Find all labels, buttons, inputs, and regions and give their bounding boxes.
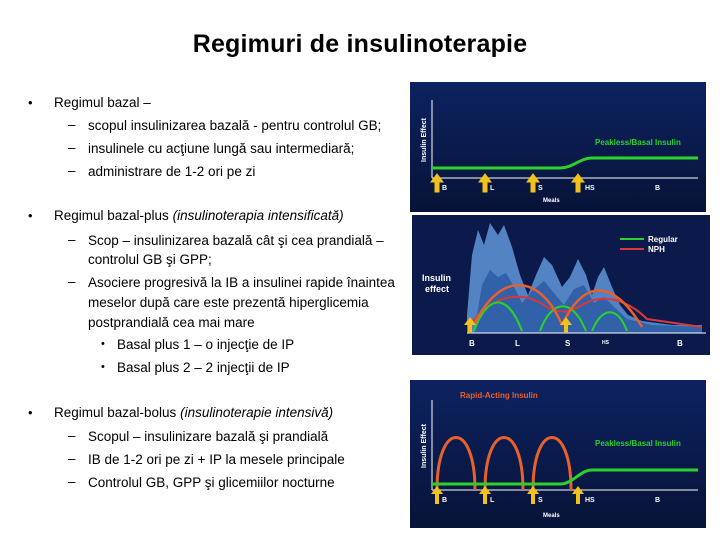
sub-bullet: • bbox=[101, 338, 105, 350]
meal-label: B bbox=[655, 497, 661, 504]
section-2-item-1-cont: controlul GB şi GPP; bbox=[88, 252, 212, 267]
meal-label: B bbox=[469, 339, 475, 348]
section-2-item-2: Asociere progresivă la IB a insulinei rapide înaintea bbox=[88, 275, 395, 290]
section-2-sub-item-2: Basal plus 2 – 2 injecţii de IP bbox=[117, 360, 290, 375]
section-3-item-1: Scopul – insulinizare bazală şi prandială bbox=[88, 429, 329, 444]
section-2-item-2-cont: meselor după care este prezentă hiperglicemia bbox=[88, 295, 369, 310]
dash: – bbox=[68, 140, 76, 155]
y-axis-label: Insulin Effect bbox=[421, 424, 428, 468]
y-axis-label: Insulin Effect bbox=[421, 118, 428, 162]
dash: – bbox=[68, 428, 76, 443]
meal-label: B bbox=[655, 185, 661, 192]
section-2-item-1: Scop – insulinizarea bazală cât şi cea prandială – bbox=[88, 233, 384, 248]
meal-label: S bbox=[538, 497, 543, 504]
dash: – bbox=[68, 163, 76, 178]
curve-label: Peakless/Basal Insulin bbox=[595, 138, 681, 147]
curve-label: Peakless/Basal Insulin bbox=[595, 439, 681, 448]
dash: – bbox=[68, 274, 76, 289]
meal-label: B bbox=[442, 497, 448, 504]
meal-label: B bbox=[677, 339, 683, 348]
meal-label: L bbox=[490, 185, 495, 192]
section-3-item-3: Controlul GB, GPP şi glicemiilor nocturne bbox=[88, 475, 335, 490]
bullet-1: • bbox=[28, 95, 33, 110]
rapid-label: Rapid-Acting Insulin bbox=[460, 391, 538, 400]
meal-label: L bbox=[490, 497, 495, 504]
section-1-item-1: scopul insulinizarea bazală - pentru controlul GB; bbox=[88, 118, 382, 133]
meal-label: L bbox=[515, 339, 520, 348]
bullet-3: • bbox=[28, 405, 33, 420]
bullet-2: • bbox=[28, 208, 33, 223]
y-axis-label-line-1: Insulin bbox=[422, 273, 451, 283]
dash: – bbox=[68, 117, 76, 132]
meal-label: HS bbox=[602, 340, 609, 346]
section-3-heading-italic: (insulinoterapie intensivă) bbox=[180, 405, 334, 420]
legend-nph-label: NPH bbox=[648, 245, 665, 254]
basal-bolus-graph bbox=[410, 380, 706, 528]
meal-label: S bbox=[538, 185, 543, 192]
graph-background bbox=[410, 380, 706, 528]
section-3-item-2: IB de 1-2 ori pe zi + IP la mesele principale bbox=[88, 452, 345, 467]
section-3-heading-line bbox=[54, 404, 333, 421]
section-2-heading-italic: (insulinoterapia intensificată) bbox=[172, 208, 344, 223]
section-2-heading: Regimul bazal-plus bbox=[54, 208, 169, 223]
dash: – bbox=[68, 451, 76, 466]
section-1-item-3: administrare de 1-2 ori pe zi bbox=[88, 164, 256, 179]
section-2-sub-item-1: Basal plus 1 – o injecţie de IP bbox=[117, 337, 295, 352]
section-2-heading-line bbox=[54, 207, 344, 224]
sub-bullet: • bbox=[101, 361, 105, 373]
meal-label: S bbox=[565, 339, 571, 348]
dash: – bbox=[68, 232, 76, 247]
section-1-heading: Regimul bazal – bbox=[54, 95, 151, 110]
basal-regimen-graph bbox=[410, 82, 706, 212]
meal-label: B bbox=[442, 185, 448, 192]
x-axis-label: Meals bbox=[543, 513, 560, 519]
dash: – bbox=[68, 474, 76, 489]
section-2-item-2-cont2: postprandială cea mai mare bbox=[88, 315, 255, 330]
section-1-item-2: insulinele cu acţiune lungă sau intermediară; bbox=[88, 141, 355, 156]
meal-label: HS bbox=[585, 185, 595, 192]
basal-plus-graph bbox=[412, 215, 710, 355]
meal-label: HS bbox=[585, 497, 595, 504]
graph-background bbox=[410, 82, 706, 212]
slide-title: Regimuri de insulinoterapie bbox=[192, 30, 528, 58]
y-axis-label-line-2: effect bbox=[425, 284, 450, 294]
legend-regular-label: Regular bbox=[648, 235, 678, 244]
x-axis-label: Meals bbox=[543, 198, 560, 204]
section-3-heading: Regimul bazal-bolus bbox=[54, 405, 177, 420]
